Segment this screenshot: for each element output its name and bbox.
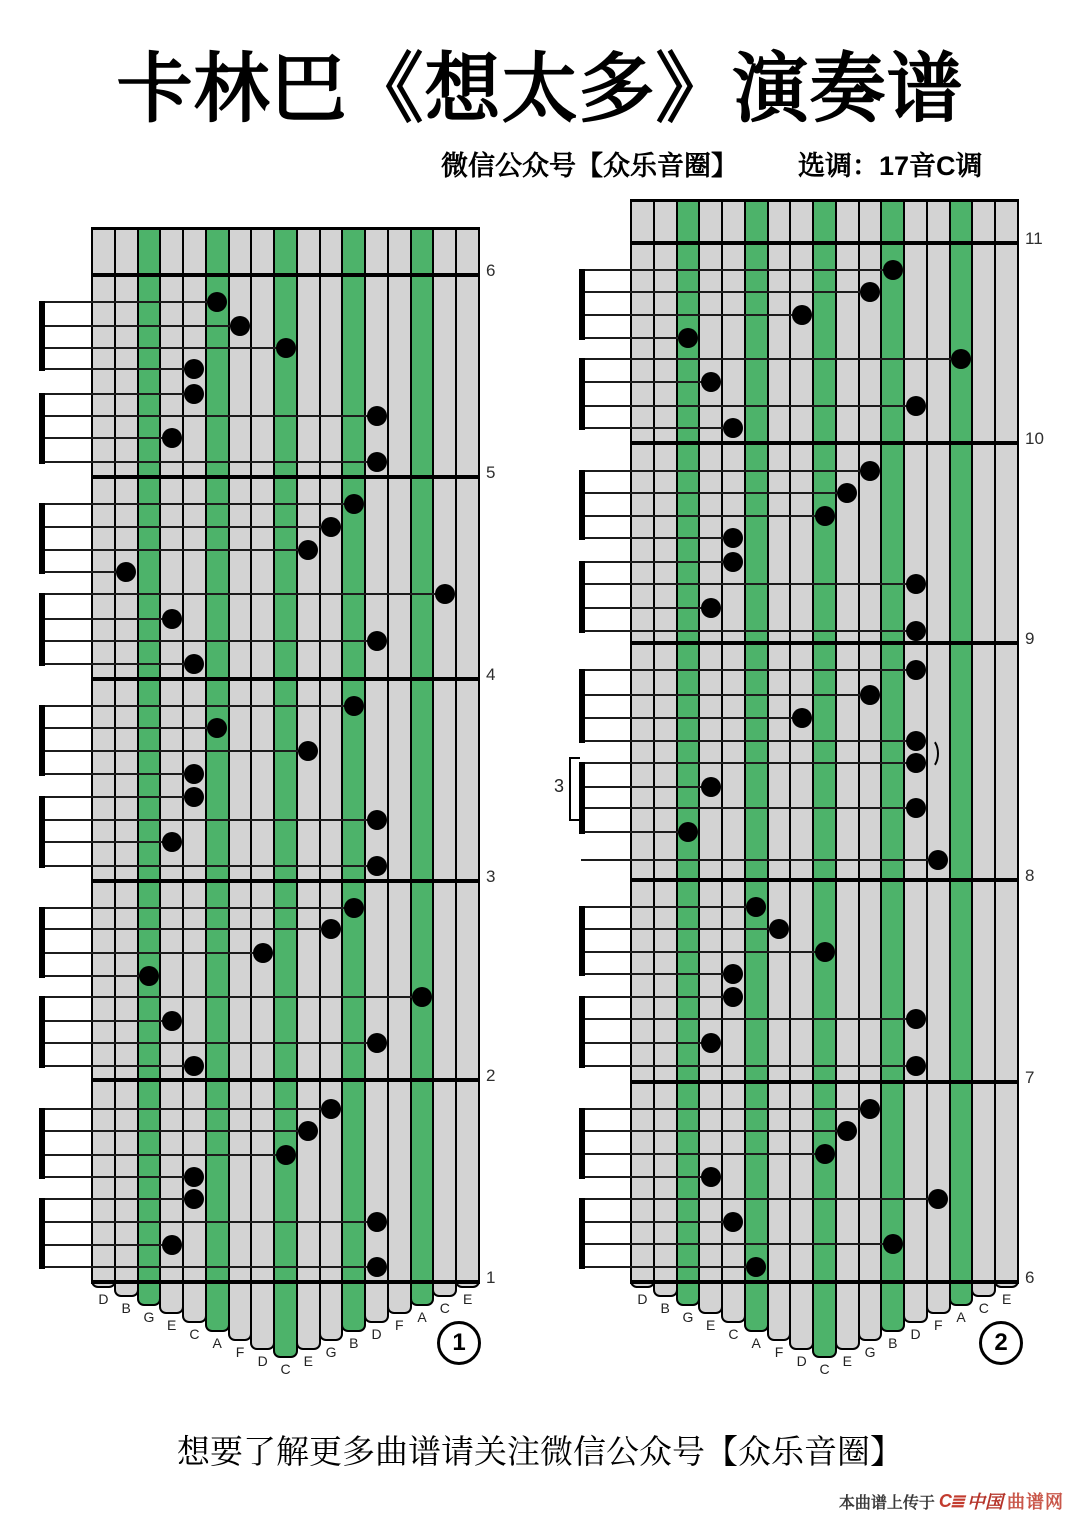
note-beat-line [41, 503, 362, 505]
note-beat-line [41, 996, 430, 998]
note-dot [321, 1099, 341, 1119]
measure-line [91, 1280, 480, 1284]
note-beat-line [581, 786, 719, 788]
note-beat-line [581, 269, 901, 271]
tine-label: A [417, 1308, 427, 1325]
tine-label: D [371, 1326, 382, 1343]
column-top-line [91, 227, 480, 231]
tine-stripe [789, 200, 814, 1350]
measure-line [91, 879, 480, 883]
measure-number: 3 [486, 867, 496, 886]
note-dot [412, 987, 432, 1007]
column-circle-label: 2 [979, 1321, 1023, 1365]
tine-stripe [114, 228, 139, 1297]
note-dot [367, 452, 387, 472]
tine-stripe [250, 228, 275, 1350]
note-beat-line [581, 515, 833, 517]
note-beat-line [41, 1221, 385, 1223]
note-beat-line [41, 819, 385, 821]
note-dot [139, 966, 159, 986]
measure-number: 7 [1025, 1068, 1035, 1087]
note-beat-line [41, 1154, 294, 1156]
note-beat-line [41, 773, 202, 775]
rhythm-beam [579, 1108, 585, 1179]
tine-label: D [637, 1291, 648, 1307]
rhythm-beam [579, 470, 585, 540]
note-dot [367, 856, 387, 876]
note-beat-line [41, 1108, 339, 1110]
rhythm-beam [39, 301, 45, 371]
note-dot [951, 349, 971, 369]
note-dot [906, 1056, 926, 1076]
measure-line [91, 677, 480, 681]
note-beat-line [581, 996, 741, 998]
site-logo-icon: C≣ [938, 1490, 963, 1511]
note-beat-line [581, 630, 924, 632]
triplet-bracket [569, 757, 580, 821]
note-dot [367, 406, 387, 426]
rhythm-beam [39, 705, 45, 776]
note-dot [815, 942, 835, 962]
tine-label: G [682, 1308, 694, 1325]
tine-stripe [273, 228, 298, 1358]
note-beat-line [581, 1176, 719, 1178]
tine-label: B [888, 1335, 898, 1351]
tine-label: G [143, 1308, 155, 1325]
measure-line [630, 878, 1019, 882]
tine-stripe [744, 200, 769, 1332]
note-dot [367, 631, 387, 651]
tine-label: G [325, 1343, 337, 1360]
note-beat-line [581, 928, 787, 930]
note-dot [906, 621, 926, 641]
note-dot [230, 316, 250, 336]
credit-site-name-bold: 中国 [967, 1492, 1003, 1512]
tine-label: D [257, 1352, 268, 1369]
note-dot [162, 609, 182, 629]
note-dot [344, 696, 364, 716]
tine-label: D [98, 1291, 109, 1307]
note-dot [792, 305, 812, 325]
note-dot [860, 685, 880, 705]
measure-line [630, 1080, 1019, 1084]
note-beat-line [41, 325, 248, 327]
measure-line [630, 1280, 1019, 1284]
note-beat-line [41, 618, 180, 620]
note-beat-line [581, 381, 719, 383]
note-beat-line [41, 549, 316, 551]
tine-label: F [235, 1343, 245, 1360]
rhythm-beam [579, 561, 585, 633]
tine-stripe [812, 200, 837, 1358]
note-beat-line [41, 1065, 202, 1067]
note-beat-line [581, 470, 878, 472]
measure-number: 6 [1025, 1268, 1035, 1287]
note-dot [701, 372, 721, 392]
measure-line [630, 441, 1019, 445]
note-dot [701, 777, 721, 797]
tine-stripe [159, 228, 184, 1314]
note-dot [815, 1144, 835, 1164]
note-beat-line [581, 694, 878, 696]
note-beat-line [581, 1130, 855, 1132]
measure-line [91, 273, 480, 277]
note-beat-line [41, 640, 385, 642]
note-dot [906, 660, 926, 680]
note-beat-line [41, 526, 339, 528]
tine-stripe [994, 200, 1019, 1288]
tine-stripe [676, 200, 701, 1306]
footer-slogan: 想要了解更多曲谱请关注微信公众号【众乐音圈】 [177, 1435, 903, 1471]
tine-stripe [858, 200, 883, 1341]
note-dot [276, 338, 296, 358]
note-beat-line [581, 762, 924, 764]
rhythm-beam [39, 796, 45, 868]
note-beat-line [581, 1153, 833, 1155]
tine-label: F [934, 1317, 943, 1334]
note-beat-line [581, 405, 924, 407]
note-beat-line [41, 1130, 316, 1132]
note-dot [678, 328, 698, 348]
note-dot [276, 1145, 296, 1165]
note-beat-line [581, 951, 833, 953]
tine-label: B [349, 1335, 359, 1351]
note-dot [116, 562, 136, 582]
note-beat-line [41, 750, 316, 752]
note-beat-line [581, 1065, 924, 1067]
note-beat-line [41, 1042, 385, 1044]
note-dot [367, 1212, 387, 1232]
tine-stripe [835, 200, 860, 1350]
note-dot [162, 1235, 182, 1255]
note-beat-line [41, 1020, 180, 1022]
note-beat-line [581, 291, 878, 293]
note-dot [162, 1011, 182, 1031]
rhythm-beam [579, 906, 585, 976]
note-dot [321, 517, 341, 537]
note-beat-line [41, 705, 362, 707]
tine-label: C [189, 1326, 200, 1343]
note-beat-line [581, 1018, 924, 1020]
note-beat-line [581, 492, 855, 494]
note-dot [367, 1033, 387, 1053]
note-dot [906, 798, 926, 818]
note-dot [769, 919, 789, 939]
tine-stripe [653, 200, 678, 1297]
note-beat-line [581, 807, 924, 809]
note-beat-line [581, 314, 810, 316]
note-beat-line [41, 907, 362, 909]
tine-stripe [971, 200, 996, 1297]
tine-label: F [395, 1317, 404, 1334]
tine-label: A [751, 1335, 761, 1351]
tine-stripe [698, 200, 723, 1314]
note-beat-line [581, 1198, 946, 1200]
note-dot [883, 260, 903, 280]
note-dot [321, 919, 341, 939]
note-beat-line [41, 928, 339, 930]
note-dot [367, 810, 387, 830]
note-beat-line [581, 1243, 901, 1245]
measure-number: 10 [1025, 429, 1044, 448]
rhythm-beam [579, 269, 585, 340]
note-beat-line [41, 593, 453, 595]
tine-label: E [167, 1317, 177, 1334]
credit-line [839, 1488, 1064, 1514]
note-beat-line [41, 1266, 385, 1268]
measure-number: 6 [486, 261, 496, 280]
measure-number: 1 [486, 1268, 496, 1287]
note-dot [162, 428, 182, 448]
note-beat-line [41, 841, 180, 843]
note-beat-line [41, 347, 294, 349]
note-dot [860, 282, 880, 302]
column-top-line [630, 199, 1019, 203]
tine-stripe [364, 228, 389, 1323]
measure-line [630, 241, 1019, 245]
note-beat-line [581, 973, 741, 975]
rhythm-beam [39, 503, 45, 574]
tine-label: E [303, 1352, 313, 1369]
note-dot [883, 1234, 903, 1254]
subtitle-key-selection: 选调：17音C调 [798, 151, 983, 181]
measure-line [91, 1078, 480, 1082]
credit-site-name-light: 曲谱网 [1007, 1492, 1064, 1512]
note-beat-line [41, 1244, 180, 1246]
note-beat-line [41, 1198, 202, 1200]
tine-label: G [864, 1343, 876, 1360]
note-beat-line [581, 1042, 719, 1044]
note-beat-line [41, 663, 202, 665]
tine-label: E [462, 1291, 473, 1307]
measure-number: 4 [486, 665, 496, 684]
note-dot [253, 943, 273, 963]
measure-number: 8 [1025, 866, 1035, 885]
note-beat-line [581, 669, 924, 671]
note-beat-line [41, 301, 225, 303]
note-beat-line [41, 461, 385, 463]
note-dot [860, 461, 880, 481]
measure-number: 2 [486, 1066, 496, 1085]
note-dot [344, 898, 364, 918]
note-dot [906, 1009, 926, 1029]
rhythm-beam [39, 907, 45, 978]
tine-stripe [432, 228, 457, 1297]
note-dot [701, 598, 721, 618]
measure-line [91, 475, 480, 479]
measure-number: 11 [1025, 229, 1043, 248]
note-beat-line [41, 368, 202, 370]
tine-label: C [280, 1361, 291, 1378]
note-beat-line [41, 865, 385, 867]
tine-label: A [212, 1335, 222, 1351]
rhythm-beam [39, 1198, 45, 1269]
note-beat-line [41, 727, 225, 729]
measure-line [630, 641, 1019, 645]
rhythm-beam [39, 593, 45, 666]
note-beat-line [41, 393, 202, 395]
tine-label: C [439, 1299, 450, 1316]
tine-stripe [137, 228, 162, 1306]
triplet-number: 3 [554, 776, 565, 796]
note-beat-line [581, 1266, 764, 1268]
tine-stripe [455, 228, 480, 1288]
tine-stripe [341, 228, 366, 1332]
note-beat-line [41, 952, 271, 954]
note-dot [678, 822, 698, 842]
tine-label: D [796, 1352, 807, 1369]
note-beat-line [581, 906, 764, 908]
tine-label: D [910, 1326, 921, 1343]
note-beat-line [41, 437, 180, 439]
note-dot [906, 574, 926, 594]
note-beat-line [581, 427, 741, 429]
tine-stripe [410, 228, 435, 1306]
note-beat-line [581, 607, 719, 609]
tine-stripe [228, 228, 253, 1341]
note-beat-line [581, 859, 946, 861]
note-beat-line [581, 740, 924, 742]
subtitle-wechat-account: 微信公众号【众乐音圈】 [441, 151, 738, 181]
tine-stripe [387, 228, 412, 1314]
tie-arc [920, 738, 939, 769]
note-dot [367, 1257, 387, 1277]
column-circle-label: 1 [437, 1321, 481, 1365]
tine-stripe [767, 200, 792, 1341]
measure-number: 5 [486, 463, 496, 482]
note-dot [344, 494, 364, 514]
tine-label: B [121, 1299, 131, 1316]
tine-label: B [660, 1299, 670, 1316]
rhythm-beam [579, 358, 585, 430]
rhythm-beam [579, 996, 585, 1068]
note-beat-line [581, 537, 741, 539]
tine-label: C [728, 1326, 739, 1343]
note-dot [701, 1167, 721, 1187]
tine-stripe [205, 228, 230, 1332]
rhythm-beam [39, 393, 45, 464]
note-beat-line [41, 796, 202, 798]
rhythm-beam [579, 669, 585, 743]
tine-label: E [842, 1352, 852, 1369]
note-dot [162, 832, 182, 852]
rhythm-beam [579, 1198, 585, 1269]
note-beat-line [581, 1221, 741, 1223]
rhythm-beam [39, 996, 45, 1068]
tine-stripe [630, 200, 655, 1288]
note-beat-line [581, 717, 810, 719]
note-beat-line [581, 561, 741, 563]
note-beat-line [41, 1176, 202, 1178]
tine-stripe [880, 200, 905, 1332]
tine-label: C [819, 1361, 830, 1378]
note-beat-line [581, 583, 924, 585]
note-beat-line [581, 358, 969, 360]
measure-number: 9 [1025, 629, 1035, 648]
note-dot [435, 584, 455, 604]
note-dot [906, 396, 926, 416]
tine-stripe [296, 228, 321, 1350]
note-beat-line [41, 415, 385, 417]
tine-stripe [91, 228, 116, 1288]
tine-stripe [319, 228, 344, 1341]
note-dot [815, 506, 835, 526]
note-dot [860, 1099, 880, 1119]
credit-prefix-text: 本曲谱上传于 [838, 1494, 935, 1512]
note-beat-line [581, 1108, 878, 1110]
tine-label: C [978, 1299, 989, 1316]
tine-label: E [1001, 1291, 1012, 1307]
tine-label: F [774, 1343, 784, 1360]
tine-label: E [706, 1317, 716, 1334]
rhythm-beam [39, 1108, 45, 1179]
note-dot [701, 1033, 721, 1053]
tine-label: A [956, 1308, 966, 1325]
note-dot [792, 708, 812, 728]
page-title: 卡林巴《想太多》演奏谱 [116, 44, 964, 133]
